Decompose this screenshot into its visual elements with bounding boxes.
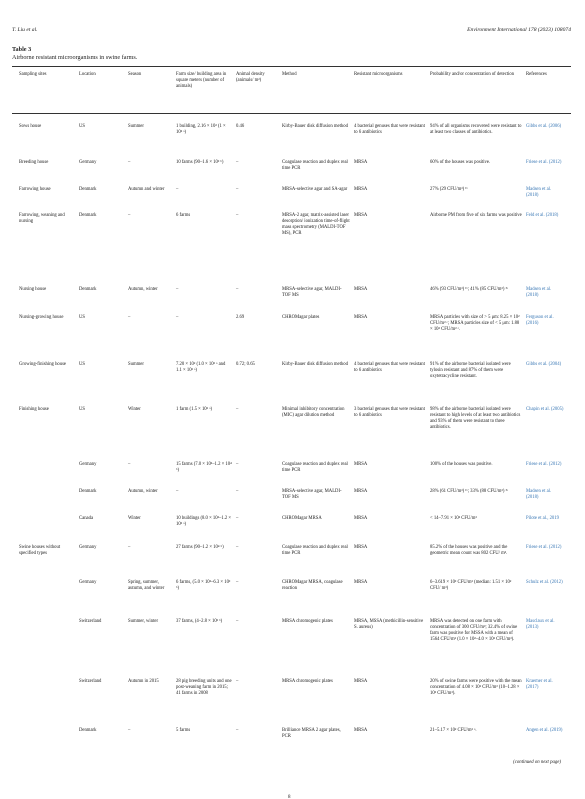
cell-season: – (128, 462, 131, 467)
cell-method: CHROMagar MRSA (282, 516, 322, 521)
cell-resistant-microorganisms: MRSA (354, 462, 368, 467)
cell-probability: 6–3.619 × 10³ CFU/m³ (median: 1.51 × 10² CFU/ m³) (430, 580, 512, 591)
cell-farm-size: 6 farms, (5.0 × 10²–6.3 × 10³ ᵇ) (176, 580, 231, 591)
cell-resistant-microorganisms: MRSA (354, 545, 368, 550)
continued-note: (continued on next page) (513, 760, 561, 765)
cell-location: Switzerland (79, 679, 102, 684)
cell-method: Minimal inhibitory concentration (MIC) agar dilution method (282, 407, 345, 418)
cell-location: Germany (79, 160, 97, 165)
cell-method: MRSA chromogenic plates (282, 679, 333, 684)
cell-farm-size: 37 farms, (4–2.8 × 10³ ᵇ) (176, 619, 223, 624)
cell-season: Autumn, winter (128, 287, 158, 292)
cell-location: Germany (79, 462, 97, 467)
cell-season: – (128, 160, 131, 165)
cell-location: US (79, 124, 85, 129)
cell-method: CHROMagar MRSA, coagulase reaction (282, 580, 343, 591)
cell-probability: 20% of swine farms were positive with the mean concentration of 4.08 × 10² CFU/m³ (10–1.28 × 10³ CFU/m³). (430, 679, 522, 696)
page-number: 8 (288, 795, 291, 799)
cell-animal-density: – (236, 679, 239, 684)
cell-resistant-microorganisms: MRSA (354, 679, 368, 684)
running-head-journal: Environment International 178 (2023) 108074 (467, 27, 571, 33)
cell-location: US (79, 407, 85, 412)
cell-method: MRSA-selective agar, MALDI-TOF MS (282, 287, 342, 298)
cell-probability: 100% of the houses was positive. (430, 462, 493, 467)
cell-resistant-microorganisms: MRSA (354, 580, 368, 585)
cell-location: Denmark (79, 489, 97, 494)
cell-animal-density: – (236, 619, 239, 624)
cell-reference[interactable]: Friese et al. (2012) (526, 462, 562, 467)
cell-method: MRSA-selective agar and SA-agar (282, 187, 348, 192)
cell-location: Denmark (79, 213, 97, 218)
cell-resistant-microorganisms: MRSA (354, 516, 368, 521)
cell-sampling-site: Sows house (19, 124, 42, 129)
cell-method: Coagulase reaction and duplex real time PCR (282, 462, 348, 473)
cell-season: Autumn in 2015 (128, 679, 159, 684)
cell-probability: < 14–7.91 × 10² CFU/m³ (430, 516, 477, 521)
cell-reference[interactable]: Feld et al. (2018) (526, 213, 559, 218)
cell-probability: 60% of the houses was positive. (430, 160, 491, 165)
cell-season: Winter (128, 407, 141, 412)
cell-resistant-microorganisms: 3 bacterial genuses that were resistant to 6 antibiotics (354, 407, 425, 418)
cell-season: – (128, 315, 131, 320)
cell-probability: MRSA was detected on one farm with concentration of 300 CFU/m³; 32.4% of swine farm was positive for MSSA with a mean of 1564 CFU/m³ (1.0 × 10²–4.0 × 10³ CFU/m³). (430, 619, 518, 642)
cell-season: Winter (128, 516, 141, 521)
cell-farm-size: 6 farms (176, 213, 191, 218)
header-season: Season (128, 72, 142, 77)
cell-farm-size: 10 farms (90–1.6 × 10³ ᵇ) (176, 160, 224, 165)
cell-location: US (79, 362, 85, 367)
cell-method: Kirby-Bauer disk diffusion method (282, 362, 348, 367)
header-animal-density: Animal density (animals/ m²) (236, 72, 265, 83)
header-references: References (526, 72, 547, 77)
cell-animal-density: 0.72; 0.65 (236, 362, 255, 367)
cell-farm-size: 5 farms (176, 728, 191, 733)
cell-season: Summer, winter (128, 619, 159, 624)
cell-farm-size: – (176, 287, 179, 292)
cell-reference[interactable]: Ferguson et al. (2016) (526, 315, 554, 326)
header-sampling-sites: Sampling sites (19, 72, 47, 77)
cell-farm-size: 7.20 × 10² (1.0 × 10³ ᵃ and 1.1 × 10³ ᵃ) (176, 362, 226, 373)
cell-probability: 98% of the airborne bacterial isolated were resistant to high levels of at least two antibiotics and 93% of them were resistant to three antibiotics. (430, 407, 521, 430)
cell-sampling-site: Nursing house (19, 287, 47, 292)
cell-reference[interactable]: Madsen et al. (2018) (526, 489, 552, 500)
cell-animal-density: – (236, 516, 239, 521)
cell-animal-density: – (236, 728, 239, 733)
cell-sampling-site: Growing-finishing house (19, 362, 67, 367)
cell-probability: 91% of the airborne bacterial isolated were tylosin resistant and 87% of them were oxytetracycline resistant. (430, 362, 511, 379)
cell-season: Autumn and winter (128, 187, 165, 192)
table-header-rule (12, 113, 571, 114)
cell-reference[interactable]: Masclaux et al. (2013) (526, 619, 555, 630)
cell-location: Switzerland (79, 619, 102, 624)
cell-sampling-site: Farrowing, weaning and nursing (19, 213, 65, 224)
cell-reference[interactable]: Chapin et al. (2005) (526, 407, 564, 412)
cell-animal-density: – (236, 287, 239, 292)
cell-reference[interactable]: Gibbs et al. (2006) (526, 124, 562, 129)
cell-location: Germany (79, 545, 97, 550)
cell-season: – (128, 728, 131, 733)
cell-animal-density: – (236, 160, 239, 165)
cell-farm-size: 27 farms (90–1.2 × 10⁴ ᵇ) (176, 545, 224, 550)
cell-reference[interactable]: Friese et al. (2012) (526, 545, 562, 550)
cell-resistant-microorganisms: MRSA, MSSA (methicillin-sensitive S. aureus) (354, 619, 424, 630)
cell-season: – (128, 545, 131, 550)
cell-method: MRSA-2 agar, matrix-assisted laser desorption/ ionization time-of-flight mass spectrometry (MALDI-TOF MS), PCR (282, 213, 350, 236)
cell-probability: 94% of all organisms recovered were resistant to at least two classes of antibiotics. (430, 124, 522, 135)
cell-sampling-site: Swine houses without specified types (19, 545, 61, 556)
table-top-rule (12, 66, 571, 67)
cell-farm-size: – (176, 187, 179, 192)
cell-farm-size: 15 farms (7.0 × 10²–1.2 × 10⁴ ᵇ) (176, 462, 232, 473)
cell-probability: 27% (29 CFU/m³) ᴵᵛ (430, 187, 468, 192)
cell-method: Coagulase reaction and duplex real time PCR (282, 160, 348, 171)
cell-method: Coagulase reaction and duplex real time PCR (282, 545, 348, 556)
cell-farm-size: 10 buildings (8.0 × 10²–1.2 × 10³ ᵃ) (176, 516, 232, 527)
cell-location: Denmark (79, 187, 97, 192)
cell-location: Germany (79, 580, 97, 585)
cell-season: Summer (128, 124, 144, 129)
cell-probability: 21–5.17 × 10² CFU/m³ ᵃ. (430, 728, 477, 733)
cell-resistant-microorganisms: MRSA (354, 160, 368, 165)
header-probability: Probability and/or concentration of detection (430, 72, 515, 77)
cell-probability: MRSA particles with size of > 5 μm: 8.25 × 10² CFU/m³ ᶜ; MRSA particles size of < 5 μm: 1.88 × 10² CFU/m³ ᶜ. (430, 315, 520, 332)
cell-resistant-microorganisms: MRSA (354, 187, 368, 192)
cell-animal-density: – (236, 213, 239, 218)
cell-season: Autumn, winter (128, 489, 158, 494)
running-head-authors: T. Liu et al. (12, 27, 38, 33)
cell-location: Denmark (79, 728, 97, 733)
cell-reference[interactable]: Friese et al. (2012) (526, 160, 562, 165)
cell-reference[interactable]: Kraemer et al. (2017) (526, 679, 553, 690)
cell-animal-density: 2.69 (236, 315, 245, 320)
cell-reference[interactable]: Schulz et al. (2012) (526, 580, 563, 585)
cell-reference[interactable]: Pilote et al., 2019 (526, 516, 559, 521)
cell-season: Spring, summer, autumn, and winter (128, 580, 165, 591)
cell-method: Brilliance MRSA 2 agar plates, PCR (282, 728, 341, 739)
cell-reference[interactable]: Gibbs et al. (2004) (526, 362, 562, 367)
cell-probability: 46% (93 CFU/m³) ᴵᵛ; 41% (85 CFU/m³) ᴵᵛ (430, 287, 508, 292)
header-method: Method (282, 72, 297, 77)
cell-sampling-site: Nursing-growing house (19, 315, 64, 320)
cell-animal-density: – (236, 407, 239, 412)
cell-sampling-site: Finishing house (19, 407, 49, 412)
cell-sampling-site: Farrowing house (19, 187, 51, 192)
cell-farm-size: 1 building, 2.16 × 10² (1 × 10² ᵃ) (176, 124, 226, 135)
cell-resistant-microorganisms: 4 bacterial genuses that were resistant to 6 antibiotics (354, 362, 425, 373)
cell-farm-size: 28 pig breeding units and one post-weaning farm in 2015; 41 farms in 2008 (176, 679, 232, 696)
header-resistant-microorganisms: Resistant microorganisms (354, 72, 403, 77)
cell-probability: Airborne PM from five of six farms was positive (430, 213, 522, 218)
running-head (12, 27, 571, 37)
cell-resistant-microorganisms: MRSA (354, 489, 368, 494)
cell-animal-density: – (236, 545, 239, 550)
cell-reference[interactable]: Madsen et al. (2018) (526, 187, 552, 198)
cell-resistant-microorganisms: MRSA (354, 213, 368, 218)
cell-probability: 28% (61 CFU/m³) ᴵᵛ; 33% (88 CFU/m³) ᴵᵛ (430, 489, 508, 494)
cell-season: Summer (128, 362, 144, 367)
header-location: Location (79, 72, 96, 77)
cell-farm-size: – (176, 489, 179, 494)
table-label: Table 3 (12, 46, 32, 53)
cell-method: Kirby-Bauer disk diffusion method (282, 124, 348, 129)
cell-location: Canada (79, 516, 94, 521)
cell-farm-size: – (176, 315, 179, 320)
cell-resistant-microorganisms: 4 bacterial genuses that were resistant to 6 antibiotics (354, 124, 425, 135)
cell-season: – (128, 213, 131, 218)
cell-animal-density: 0.46 (236, 124, 245, 129)
cell-method: MRSA chromogenic plates (282, 619, 333, 624)
cell-resistant-microorganisms: MRSA (354, 287, 368, 292)
cell-location: Denmark (79, 287, 97, 292)
cell-resistant-microorganisms: MRSA (354, 315, 368, 320)
header-farm-size: Farm size/ building area in square meters (number of animals) (176, 72, 227, 89)
cell-reference[interactable]: Madsen et al. (2018) (526, 287, 552, 298)
cell-farm-size: 1 farm (1.5 × 10³ ᵃ) (176, 407, 213, 412)
table-caption (12, 46, 137, 62)
cell-animal-density: – (236, 187, 239, 192)
cell-method: MRSA-selective agar, MALDI-TOF MS (282, 489, 342, 500)
cell-animal-density: – (236, 580, 239, 585)
cell-location: US (79, 315, 85, 320)
cell-reference[interactable]: Angen et al. (2019) (526, 728, 563, 733)
cell-probability: 85.2% of the houses was positive and the geometric mean count was 802 CFU/ m³. (430, 545, 508, 556)
cell-animal-density: – (236, 489, 239, 494)
table-title: Airborne resistant microorganisms in swine farms. (12, 54, 138, 61)
cell-animal-density: – (236, 462, 239, 467)
cell-resistant-microorganisms: MRSA (354, 728, 368, 733)
cell-method: CHROMagar plates (282, 315, 320, 320)
cell-sampling-site: Breeding house (19, 160, 49, 165)
